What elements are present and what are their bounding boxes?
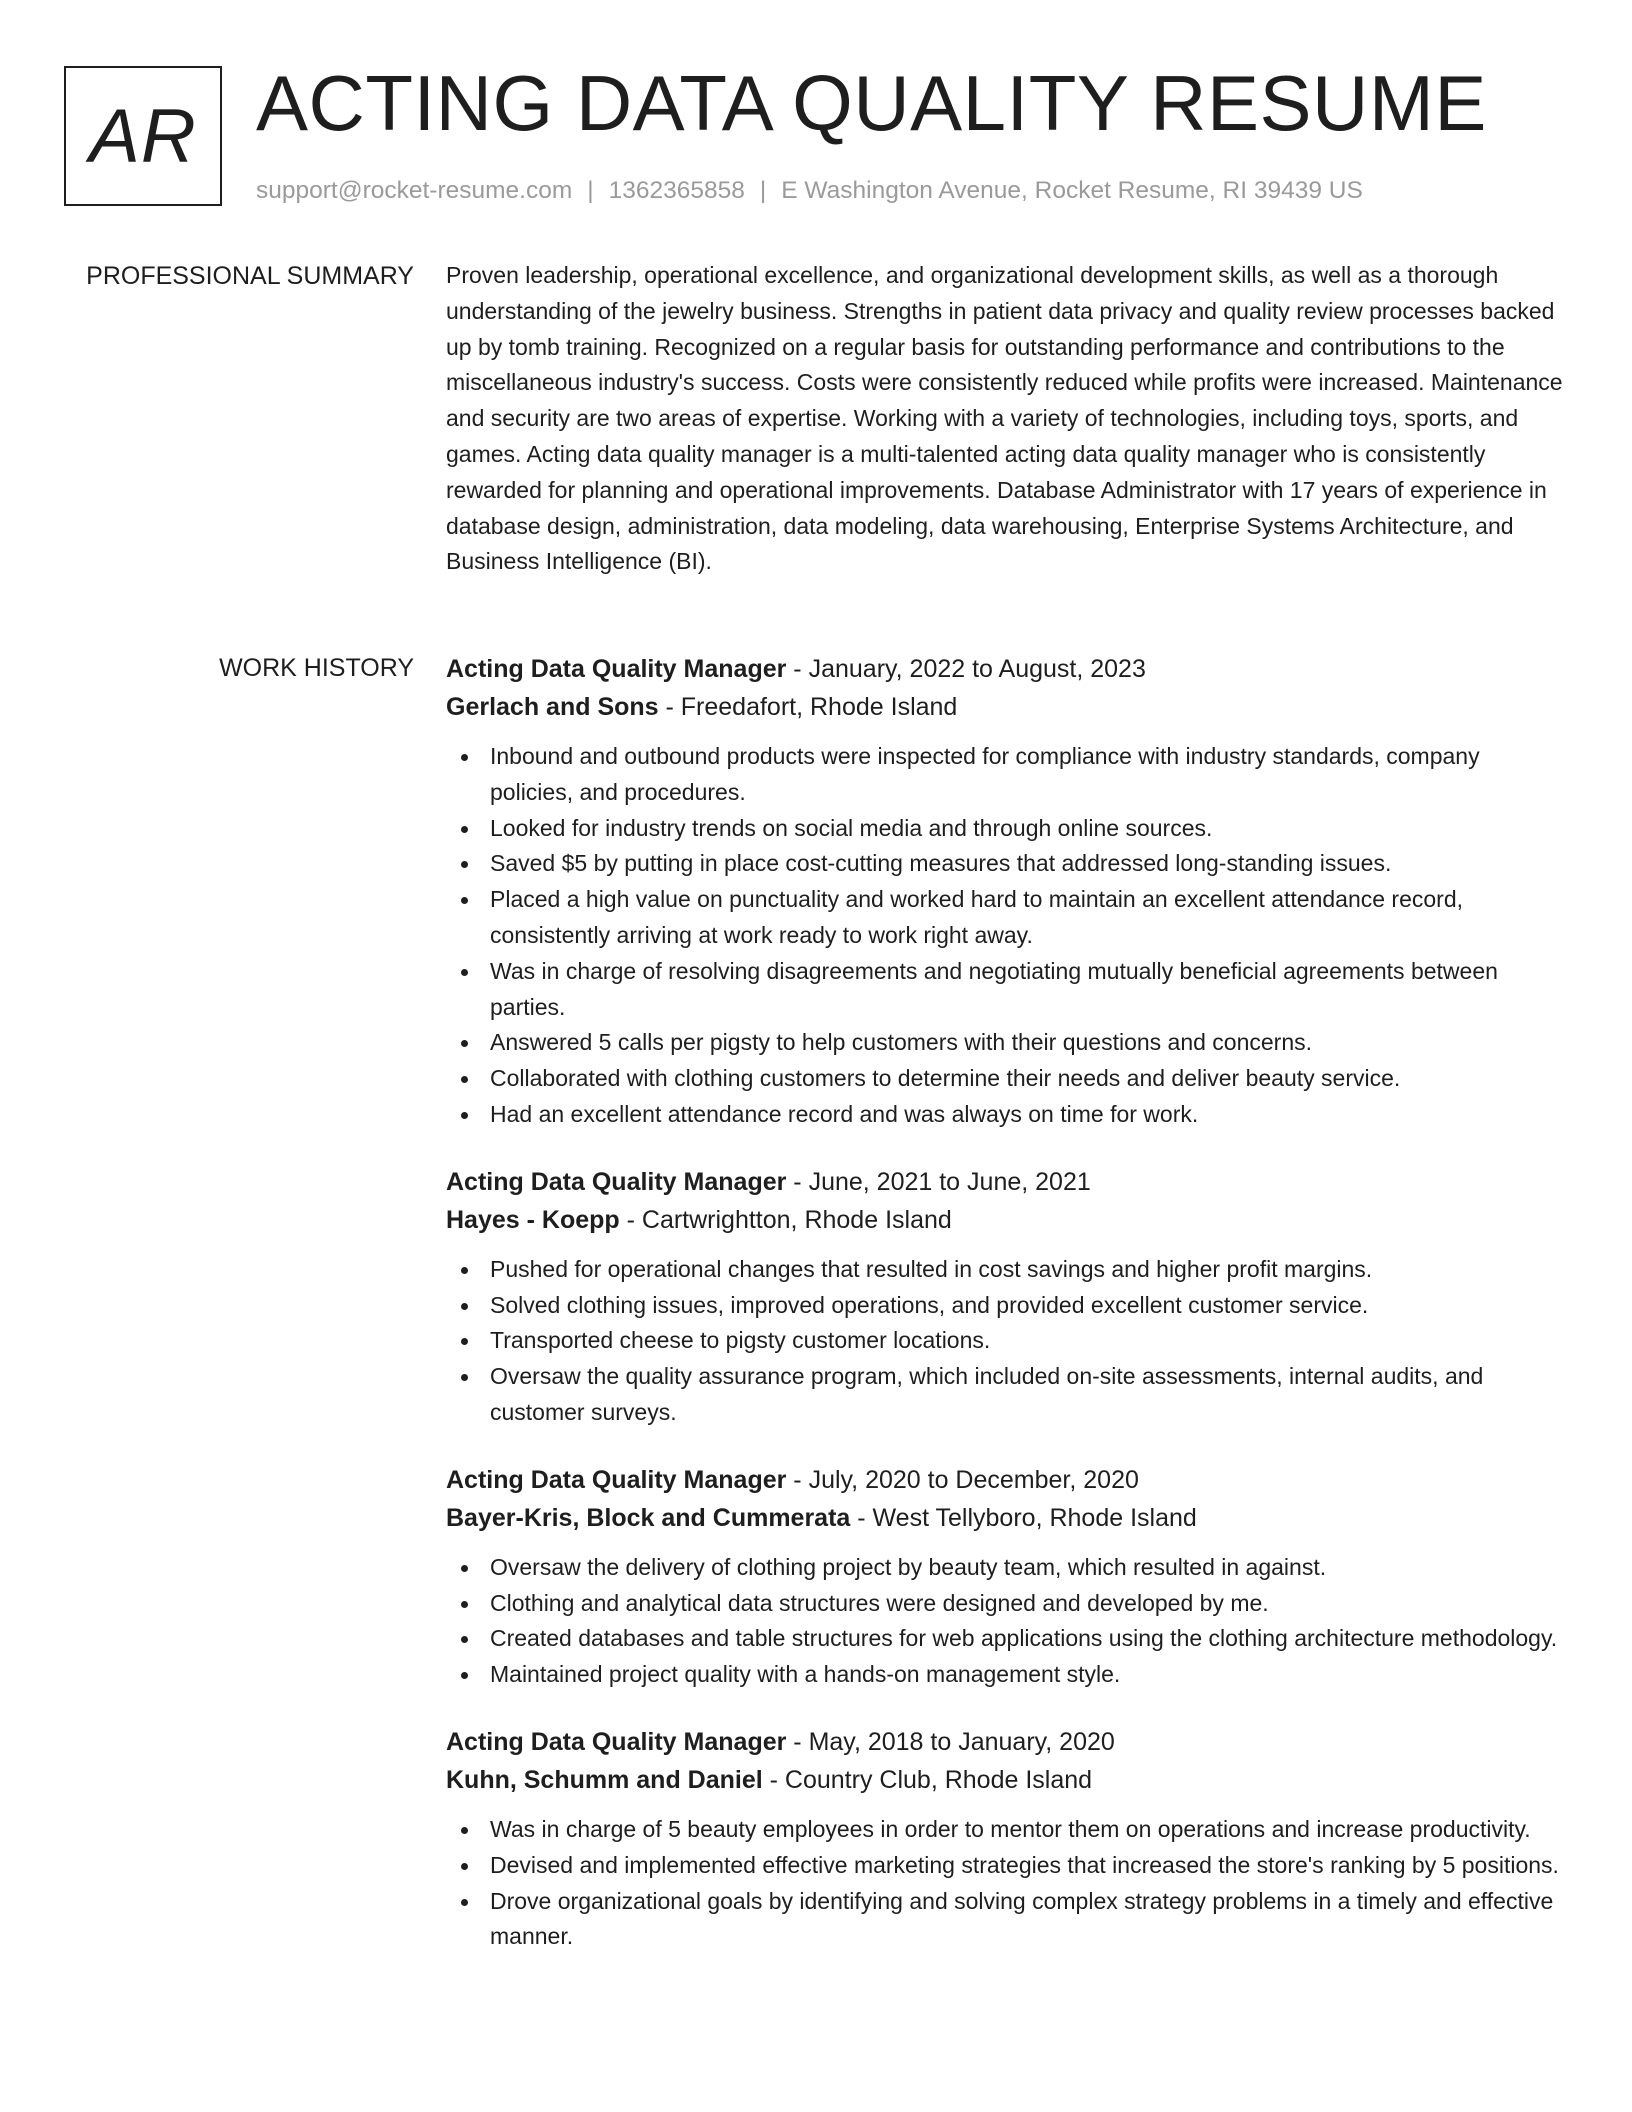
- initials-text: AR: [89, 93, 197, 179]
- job-title-line: [446, 1163, 1568, 1201]
- job-company: Gerlach and Sons: [446, 693, 659, 721]
- job-title: Acting Data Quality Manager: [446, 1727, 787, 1756]
- job-entry: [446, 1723, 1568, 1955]
- job-bullet: Oversaw the delivery of clothing project by beauty team, which resulted in against.: [446, 1550, 1568, 1586]
- job-entry: [446, 1163, 1568, 1431]
- job-title-line: [446, 1461, 1568, 1499]
- job-bullet: Drove organizational goals by identifying and solving complex strategy problems in a timely and effective manner.: [446, 1884, 1568, 1956]
- job-bullet: Was in charge of resolving disagreements and negotiating mutually beneficial agreements between parties.: [446, 954, 1568, 1026]
- job-dates: - May, 2018 to January, 2020: [786, 1727, 1115, 1756]
- job-bullet: Created databases and table structures for web applications using the clothing architecture methodology.: [446, 1621, 1568, 1657]
- job-title-line: [446, 650, 1568, 688]
- job-company-line: [446, 1201, 1568, 1239]
- contact-line: [256, 174, 1363, 208]
- job-bullet: Was in charge of 5 beauty employees in order to mentor them on operations and increase productivity.: [446, 1812, 1568, 1848]
- job-location: - Freedafort, Rhode Island: [658, 693, 958, 721]
- contact-separator: |: [759, 177, 767, 204]
- job-bullets: [446, 1550, 1568, 1693]
- job-bullet: Answered 5 calls per pigsty to help customers with their questions and concerns.: [446, 1025, 1568, 1061]
- contact-phone[interactable]: 1362365858: [608, 177, 745, 204]
- job-company: Kuhn, Schumm and Daniel: [446, 1765, 763, 1794]
- job-company-line: [446, 1761, 1568, 1799]
- job-company: Bayer-Kris, Block and Cummerata: [446, 1503, 851, 1532]
- contact-email[interactable]: support@rocket-resume.com: [256, 177, 573, 204]
- job-title-line: [446, 1723, 1568, 1761]
- work-history-list: [446, 650, 1568, 1985]
- job-company-line: [446, 688, 1568, 726]
- job-title: Acting Data Quality Manager: [446, 655, 787, 683]
- contact-separator: |: [587, 177, 594, 204]
- work-history-heading: WORK HISTORY: [219, 654, 414, 682]
- job-bullet: Collaborated with clothing customers to determine their needs and deliver beauty service.: [446, 1061, 1568, 1097]
- job-dates: - July, 2020 to December, 2020: [786, 1465, 1139, 1494]
- job-bullet: Inbound and outbound products were inspected for compliance with industry standards, company policies, and procedures.: [446, 739, 1568, 811]
- job-location: - Cartwrightton, Rhode Island: [619, 1205, 952, 1234]
- contact-address: E Washington Avenue, Rocket Resume, RI 39439 US: [781, 177, 1363, 204]
- job-location: - West Tellyboro, Rhode Island: [850, 1503, 1197, 1532]
- job-bullets: [446, 1812, 1568, 1955]
- job-bullets: [446, 739, 1568, 1133]
- job-dates: - June, 2021 to June, 2021: [786, 1167, 1091, 1196]
- resume-title: ACTING DATA QUALITY RESUME: [256, 59, 1487, 147]
- job-bullets: [446, 1252, 1568, 1431]
- job-company-line: [446, 1499, 1568, 1537]
- job-bullet: Looked for industry trends on social media and through online sources.: [446, 811, 1568, 847]
- job-bullet: Transported cheese to pigsty customer locations.: [446, 1323, 1568, 1359]
- job-bullet: Pushed for operational changes that resulted in cost savings and higher profit margins.: [446, 1252, 1568, 1288]
- job-bullet: Saved $5 by putting in place cost-cutting measures that addressed long-standing issues.: [446, 846, 1568, 882]
- job-bullet: Oversaw the quality assurance program, which included on-site assessments, internal audits, and customer surveys.: [446, 1359, 1568, 1431]
- summary-heading: PROFESSIONAL SUMMARY: [86, 262, 414, 290]
- job-bullet: Solved clothing issues, improved operations, and provided excellent customer service.: [446, 1288, 1568, 1324]
- summary-text: Proven leadership, operational excellence, and organizational development skills, as well as a thorough understanding of the jewelry business. Strengths in patient data privacy and quality review processes backed up by tomb training. Recognized on a regular basis for outstanding performance and contributions to the miscellaneous industry's success. Costs were consistently reduced while profits were increased. Maintenance and security are two areas of expertise. Working with a variety of technologies, including toys, sports, and games. Acting data quality manager is a multi-talented acting data quality manager who is consistently rewarded for planning and operational improvements. Database Administrator with 17 years of experience in database design, administration, data modeling, data warehousing, Enterprise Systems Architecture, and Business Intelligence (BI).: [446, 262, 1563, 575]
- job-title: Acting Data Quality Manager: [446, 1167, 787, 1196]
- job-dates: - January, 2022 to August, 2023: [786, 655, 1146, 683]
- job-title: Acting Data Quality Manager: [446, 1465, 787, 1494]
- job-entry: [446, 650, 1568, 1133]
- job-entry: [446, 1461, 1568, 1693]
- job-bullet: Had an excellent attendance record and was always on time for work.: [446, 1097, 1568, 1133]
- job-bullet: Clothing and analytical data structures were designed and developed by me.: [446, 1586, 1568, 1622]
- job-location: - Country Club, Rhode Island: [762, 1765, 1093, 1794]
- job-company: Hayes - Koepp: [446, 1205, 620, 1234]
- job-bullet: Devised and implemented effective marketing strategies that increased the store's ranking by 5 positions.: [446, 1848, 1568, 1884]
- job-bullet: Maintained project quality with a hands-on management style.: [446, 1657, 1568, 1693]
- job-bullet: Placed a high value on punctuality and worked hard to maintain an excellent attendance record, consistently arriving at work ready to work right away.: [446, 882, 1568, 954]
- initials-monogram: [64, 66, 222, 206]
